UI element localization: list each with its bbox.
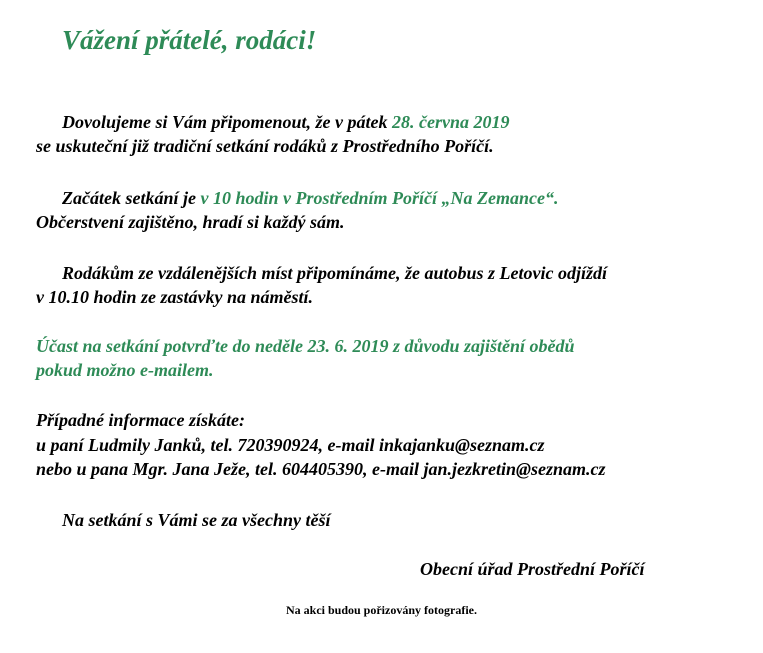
paragraph-2-line-1 [62,187,558,209]
signature: Obecní úřad Prostřední Poříčí [420,559,645,579]
paragraph-1-line-1 [62,111,509,133]
contacts-heading: Případné informace získáte: [36,410,245,430]
rsvp-line-2: pokud možno e-mailem. [36,360,214,380]
paragraph-2-text: Začátek setkání je [62,188,201,208]
closing-line: Na setkání s Vámi se za všechny těší [62,510,331,530]
paragraph-2-line-2: Občerstvení zajištěno, hradí si každý sám. [36,212,345,232]
contact-jan-jez: nebo u pana Mgr. Jana Ježe, tel. 604405390, e-mail jan.jezkretin@seznam.cz [36,459,606,479]
event-time-place: v 10 hodin v Prostředním Poříčí „Na Zemance“. [200,188,559,208]
event-date: 28. června 2019 [392,112,510,132]
paragraph-3-line-1: Rodákům ze vzdálenějších míst připomínáme, že autobus z Letovic odjíždí [62,263,608,283]
photo-notice: Na akci budou pořizovány fotografie. [285,603,477,617]
paragraph-1-line-2: se uskuteční již tradiční setkání rodáků z Prostředního Poříčí. [36,136,494,156]
rsvp-line-1: Účast na setkání potvrďte do neděle 23. 6. 2019 z důvodu zajištění obědů [36,336,575,356]
letter-title: Vážení přátelé, rodáci! [62,25,317,55]
contact-ludmila-jankova: u paní Ludmily Janků, tel. 720390924, e-mail inkajanku@seznam.cz [36,435,545,455]
paragraph-3-line-2: v 10.10 hodin ze zastávky na náměstí. [36,287,314,307]
paragraph-1-text: Dovolujeme si Vám připomenout, že v pátek [62,112,392,132]
